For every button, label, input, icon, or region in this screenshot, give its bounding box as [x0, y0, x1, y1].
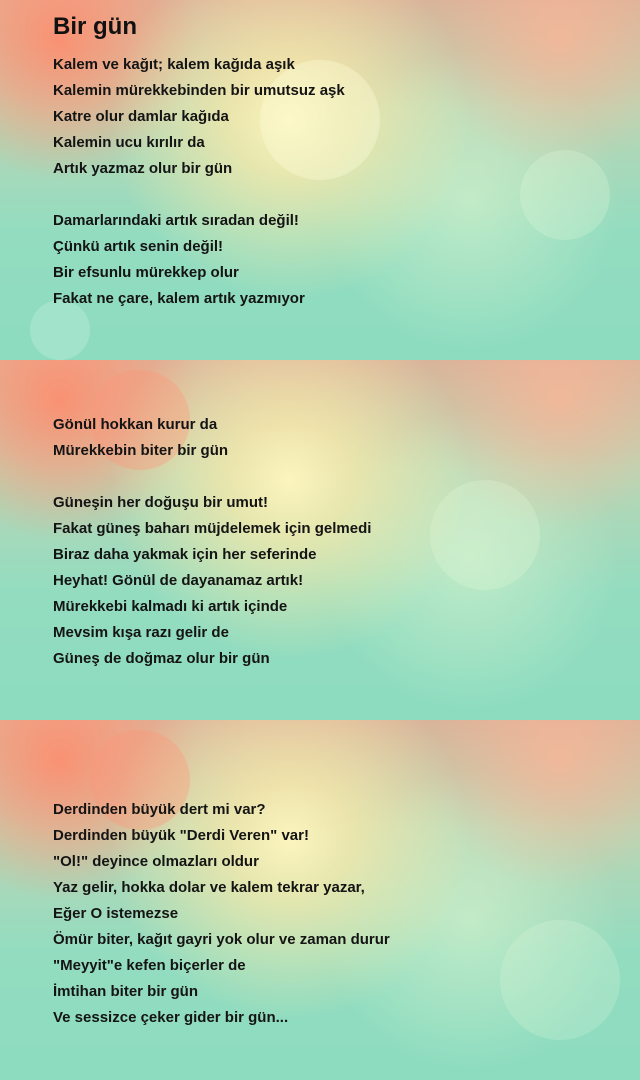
poem-panel-2	[0, 360, 640, 720]
poem-line: Biraz daha yakmak için her seferinde	[53, 546, 317, 563]
poem-line: Ömür biter, kağıt gayri yok olur ve zaman durur	[53, 931, 390, 948]
poem-line: Mevsim kışa razı gelir de	[53, 624, 229, 641]
poem-line: Kalemin mürekkebinden bir umutsuz aşk	[53, 82, 345, 99]
poem-line: Damarlarındaki artık sıradan değil!	[53, 212, 299, 229]
poem-line: Mürekkebin biter bir gün	[53, 442, 229, 459]
poem-line: Derdinden büyük "Derdi Veren" var!	[53, 827, 309, 844]
poem-line: Kalemin ucu kırılır da	[53, 134, 205, 151]
poem-line: Derdinden büyük dert mi var?	[53, 801, 266, 818]
poem-line: Katre olur damlar kağıda	[53, 108, 229, 125]
stanza-break	[53, 182, 633, 208]
poem-line: Fakat güneş baharı müjdelemek için gelmedi	[53, 520, 372, 537]
poem-line: Gönül hokkan kurur da	[53, 416, 218, 433]
poem-text	[53, 412, 633, 672]
stanza-break	[53, 464, 633, 490]
poem-panel-1	[0, 0, 640, 360]
poem-panel-3	[0, 720, 640, 1080]
poem-line: Eğer O istemezse	[53, 905, 179, 922]
poem-text	[53, 52, 633, 312]
poem-line: Ve sessizce çeker gider bir gün...	[53, 1009, 289, 1026]
poem-line: Bir efsunlu mürekkep olur	[53, 264, 239, 281]
poem-text	[53, 797, 633, 1031]
poem-line: Artık yazmaz olur bir gün	[53, 160, 233, 177]
poem-line: Mürekkebi kalmadı ki artık içinde	[53, 598, 288, 615]
poem-line: "Meyyit"e kefen biçerler de	[53, 957, 246, 974]
poem-line: Fakat ne çare, kalem artık yazmıyor	[53, 290, 305, 307]
poem-line: Yaz gelir, hokka dolar ve kalem tekrar yazar,	[53, 879, 365, 896]
poem-line: Heyhat! Gönül de dayanamaz artık!	[53, 572, 304, 589]
poem-line: Güneş de doğmaz olur bir gün	[53, 650, 270, 667]
poem-line: "Ol!" deyince olmazları oldur	[53, 853, 259, 870]
poem-line: İmtihan biter bir gün	[53, 983, 198, 1000]
poem-line: Güneşin her doğuşu bir umut!	[53, 494, 268, 511]
page-title: Bir gün	[53, 13, 137, 40]
poem-line: Kalem ve kağıt; kalem kağıda aşık	[53, 56, 295, 73]
poem-line: Çünkü artık senin değil!	[53, 238, 224, 255]
